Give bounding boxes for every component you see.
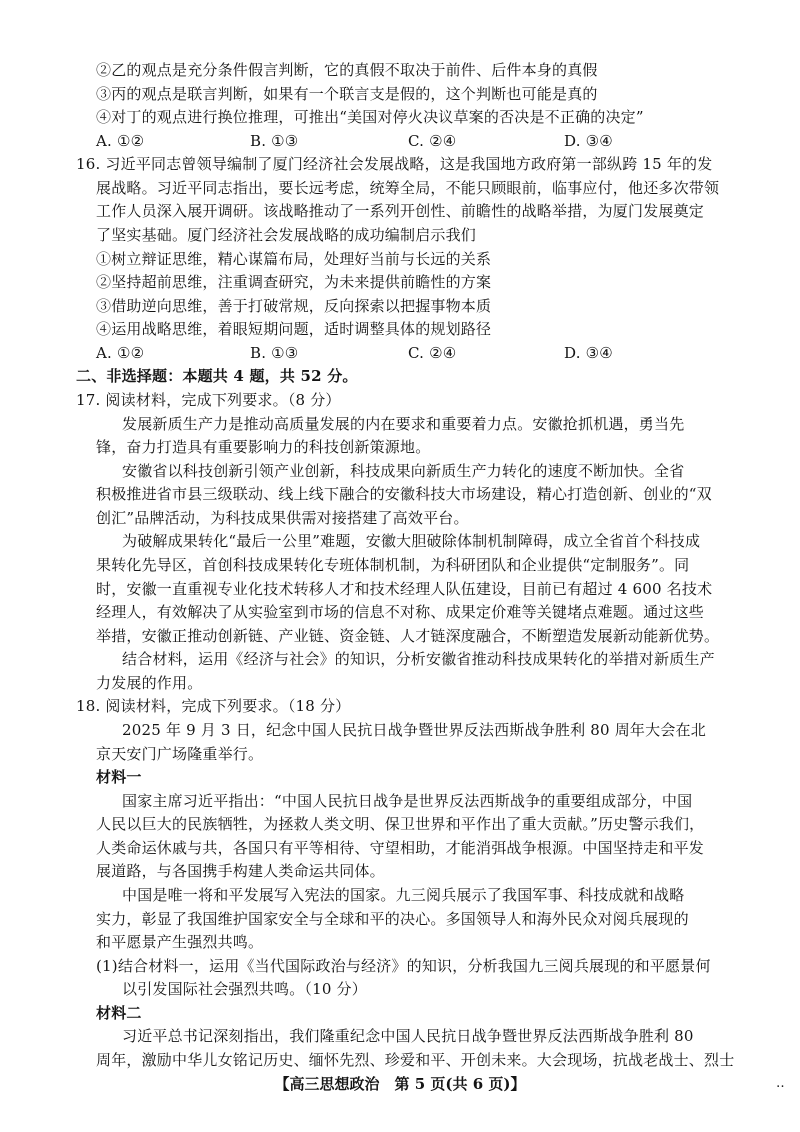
q18-m1-para2-line-2: 实力，彰显了我国维护国家安全与全球和平的决心。多国领导人和海外民众对阅兵展现的 [96, 910, 689, 928]
corner-mark: ‥ [776, 1076, 785, 1091]
q17-para3-line-1: 为破解成果转化“最后一公里”难题，安徽大胆破除体制机制障碍，成立全省首个科技成 [122, 532, 701, 550]
page-footer: 【高三思想政治 第 5 页(共 6 页)】 [274, 1075, 526, 1093]
option-a: A. ①② [96, 344, 145, 362]
q18-m1-para1-line-1: 国家主席习近平指出：“中国人民抗日战争是世界反法西斯战争的重要组成部分，中国 [122, 792, 693, 810]
q18-m1-para2-line-3: 和平愿景产生强烈共鸣。 [96, 933, 264, 951]
q18-m1-para2-line-1: 中国是唯一将和平发展写入宪法的国家。九三阅兵展示了我国军事、科技成就和战略 [122, 886, 685, 904]
q17-title: 17. 阅读材料，完成下列要求。（8 分） [76, 391, 341, 409]
q17-para3-line-5: 举措，安徽正推动创新链、产业链、资金链、人才链深度融合，不断塑造发展新动能新优势。 [96, 627, 720, 645]
option-b: B. ①③ [250, 344, 299, 362]
q16-item-4: ④运用战略思维，着眼短期问题，适时调整具体的规划路径 [96, 320, 492, 338]
q18-intro-line-2: 京天安门广场隆重举行。 [96, 745, 264, 763]
q17-para3-line-2: 果转化先导区，首创科技成果转化专班体制机制，为科研团队和企业提供“定制服务”。同 [96, 556, 690, 574]
q16-item-2: ②坚持超前思维，注重调查研究，为未来提供前瞻性的方案 [96, 273, 492, 291]
prev-question-line-2: ②乙的观点是充分条件假言判断，它的真假不取决于前件、后件本身的真假 [96, 61, 598, 79]
q18-material-1-label: 材料一 [96, 768, 142, 786]
option-d: D. ③④ [564, 344, 613, 362]
q16-item-3: ③借助逆向思维，善于打破常规，反向探索以把握事物本质 [96, 297, 492, 315]
prev-question-line-3: ③丙的观点是联言判断，如果有一个联言支是假的，这个判断也可能是真的 [96, 85, 598, 103]
q17-para2-line-1: 安徽省以科技创新引领产业创新，科技成果向新质生产力转化的速度不断加快。全省 [122, 462, 685, 480]
q16-stem-3: 工作人员深入展开调研。该战略推动了一系列开创性、前瞻性的战略举措，为厦门发展奠定 [96, 202, 705, 220]
q17-para3-line-4: 经理人，有效解决了从实验室到市场的信息不对称、成果定价难等关键堵点难题。通过这些 [96, 603, 705, 621]
q18-material-2-label: 材料二 [96, 1004, 142, 1022]
q18-title: 18. 阅读材料，完成下列要求。（18 分） [76, 697, 351, 715]
q17-para2-line-3: 创汇”品牌活动，为科技成果供需对接搭建了高效平台。 [96, 509, 469, 527]
option-c: C. ②④ [408, 132, 457, 150]
q17-requirement-line-1: 结合材料，运用《经济与社会》的知识，分析安徽省推动科技成果转化的举措对新质生产 [122, 650, 715, 668]
section-2-title: 二、非选择题：本题共 4 题，共 52 分。 [76, 367, 358, 385]
q18-sub1-line-1: (1)结合材料一，运用《当代国际政治与经济》的知识，分析我国九三阅兵展现的和平愿景何 [96, 957, 711, 975]
q17-para1-line-1: 发展新质生产力是推动高质量发展的内在要求和重要着力点。安徽抢抓机遇，勇当先 [122, 415, 685, 433]
q16-stem-1: 16. 习近平同志曾领导编制了厦门经济社会发展战略，这是我国地方政府第一部纵跨 15 年的发 [76, 155, 713, 173]
q18-intro-line-1: 2025 年 9 月 3 日，纪念中国人民抗日战争暨世界反法西斯战争胜利 80 周年大会在北 [122, 721, 706, 739]
option-c: C. ②④ [408, 344, 457, 362]
option-b: B. ①③ [250, 132, 299, 150]
q16-item-1: ①树立辩证思维，精心谋篇布局，处理好当前与长远的关系 [96, 250, 492, 268]
q18-m1-para1-line-2: 人民以巨大的民族牺牲，为拯救人类文明、保卫世界和平作出了重大贡献。”历史警示我们， [96, 815, 705, 833]
q17-para2-line-2: 积极推进省市县三级联动、线上线下融合的安徽科技大市场建设，精心打造创新、创业的“双 [96, 485, 712, 503]
q18-sub1-line-2: 以引发国际社会强烈共鸣。（10 分） [122, 980, 367, 998]
q18-m1-para1-line-4: 展道路，与各国携手构建人类命运共同体。 [96, 862, 385, 880]
q17-para1-line-2: 锋，奋力打造具有重要影响力的科技创新策源地。 [96, 438, 431, 456]
q18-m2-para1-line-1: 习近平总书记深刻指出，我们隆重纪念中国人民抗日战争暨世界反法西斯战争胜利 80 [122, 1027, 694, 1045]
q17-para3-line-3: 时，安徽一直重视专业化技术转移人才和技术经理人队伍建设，目前已有超过 4 600 名技术 [96, 580, 713, 598]
option-a: A. ①② [96, 132, 145, 150]
q17-requirement-line-2: 力发展的作用。 [96, 674, 203, 692]
q18-m2-para1-line-2: 周年，激励中华儿女铭记历史、缅怀先烈、珍爱和平、开创未来。大会现场，抗战老战士、烈士 [96, 1051, 735, 1069]
q16-stem-4: 了坚实基础。厦门经济社会发展战略的成功编制启示我们 [96, 226, 477, 244]
q18-m1-para1-line-3: 人类命运休戚与共，各国只有平等相待、守望相助，才能消弭战争根源。中国坚持走和平发 [96, 839, 705, 857]
option-d: D. ③④ [564, 132, 613, 150]
prev-question-line-4: ④对丁的观点进行换位推理，可推出“美国对停火决议草案的否决是不正确的决定” [96, 108, 644, 126]
q16-stem-2: 展战略。习近平同志指出，要长远考虑，统筹全局，不能只顾眼前，临事应付，他还多次带领 [96, 179, 720, 197]
